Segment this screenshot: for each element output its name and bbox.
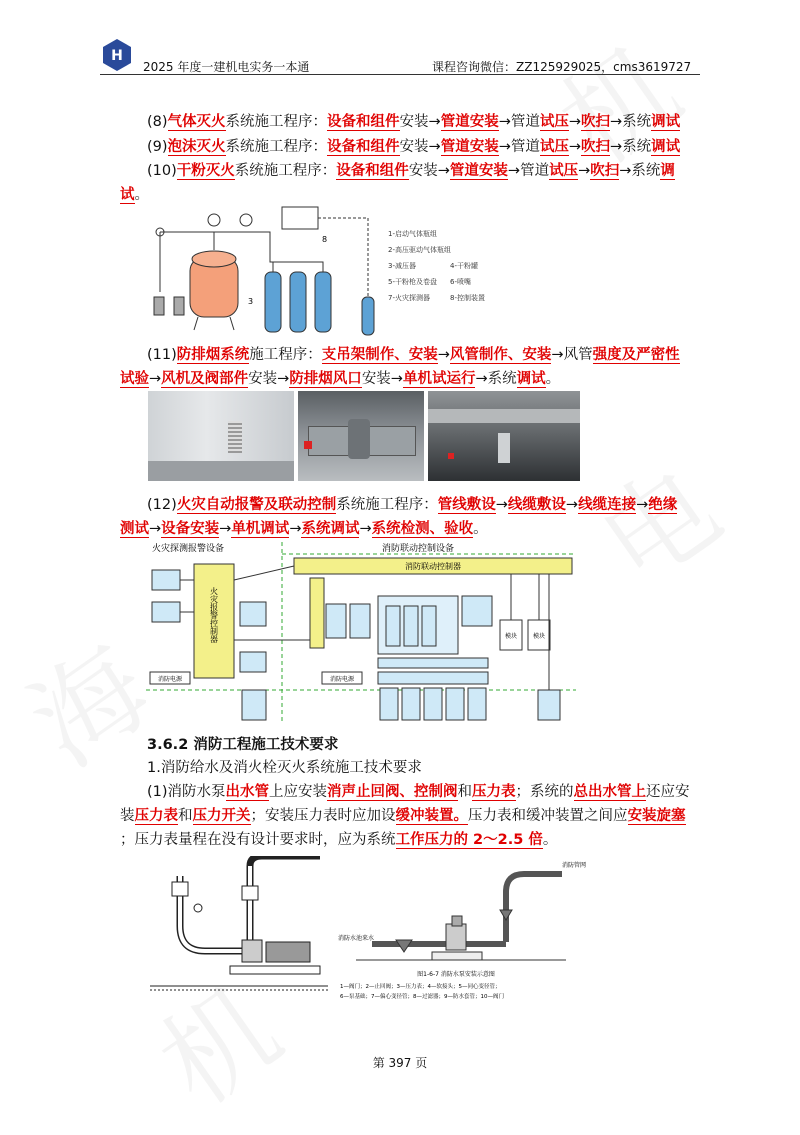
paragraph-8: (8)气体灭火系统施工程序：设备和组件安装→管道安装→管道试压→吹扫→系统调试: [147, 114, 681, 130]
paragraph-12-cont: 测试→设备安装→单机调试→系统调试→系统检测、验收。: [120, 521, 488, 537]
paragraph-s1: (1)消防水泵出水管上应安装消声止回阀、控制阀和压力表；系统的总出水管上还应安: [147, 784, 690, 800]
paragraph-12: (12)火灾自动报警及联动控制系统施工程序：管线敷设→线缆敷设→线缆连接→绝缘: [147, 497, 678, 513]
diagram-module: 模块: [504, 633, 518, 640]
svg-text:8: 8: [322, 235, 328, 244]
outlet-label: 消防管网: [562, 862, 587, 869]
svg-text:H: H: [111, 48, 123, 64]
diagram-left-title: 火灾探测报警设备: [152, 544, 225, 554]
watermark: [565, 423, 746, 616]
legend-item: 1-启动气体瓶组: [388, 230, 437, 238]
legend-item: 7-火灾探测器: [388, 294, 430, 302]
paragraph-11: (11)防排烟系统施工程序：支吊架制作、安装→风管制作、安装→风管强度及严密性: [147, 347, 680, 363]
section-title: 3.6.2 消防工程施工技术要求: [147, 737, 339, 753]
paragraph-10-cont: 试。: [120, 187, 149, 203]
pump-installation-schematic: [336, 852, 592, 1020]
fig2-legend-line: 6—泵基础；7—偏心变径管；8—过滤器；9—防水套管；10—阀门: [340, 994, 504, 1000]
paragraph-10: (10)干粉灭火系统施工程序：设备和组件安装→管道安装→管道试压→吹扫→系统调: [147, 163, 675, 179]
page-number: 第 397 页: [372, 1056, 428, 1070]
header-divider: [100, 74, 700, 75]
inlet-label: 消防水池来水: [338, 935, 375, 942]
paragraph-9: (9)泡沫灭火系统施工程序：设备和组件安装→管道安装→管道试压→吹扫→系统调试: [147, 139, 681, 155]
photo-fan-duct: [298, 391, 424, 481]
legend-item: 8-控制装置: [450, 294, 485, 302]
legend-item: 6-喷嘴: [450, 278, 471, 286]
diagram-module: 模块: [532, 633, 546, 640]
photo-garage-duct: [428, 391, 580, 481]
legend-item: 3-减压器: [388, 262, 416, 270]
fire-alarm-linkage-diagram: [146, 540, 576, 724]
paragraph-s1-cont: 装压力表和压力开关；安装压力表时应加设缓冲装置。压力表和缓冲装置之间应安装旋塞: [120, 808, 686, 824]
diagram-right-title: 消防联动控制设备: [382, 544, 455, 554]
diagram-power-left: 消防电源: [157, 676, 183, 683]
header-title: 2025 年度一建机电实务一本通: [143, 60, 310, 74]
fig2-caption: 图1-6-7 消防水泵安装示意图: [417, 971, 495, 978]
paragraph-s1-cont2: ；压力表量程在没有设计要求时，应为系统工作压力的 2～2.5 倍。: [120, 832, 558, 848]
legend-item: 2-高压驱动气体瓶组: [388, 246, 451, 254]
dry-powder-system-figure: [150, 202, 650, 340]
diagram-power-mid: 消防电源: [329, 676, 355, 683]
diagram-center: 消防联动控制器: [405, 562, 461, 571]
section-subtitle: 1.消防给水及消火栓灭火系统施工技术要求: [147, 760, 422, 776]
pump-installation-drawing: [150, 856, 328, 1020]
legend-item: 5-干粉枪及卷盘: [388, 278, 437, 286]
photo-smoke-vent: [148, 391, 294, 481]
paragraph-11-cont: 试验→风机及阀部件安装→防排烟风口安装→单机试运行→系统调试。: [120, 371, 561, 387]
logo: [100, 38, 134, 72]
legend-item: 4-干粉罐: [450, 262, 478, 270]
fig2-legend-line: 1—阀门；2—止回阀；3—压力表；4—软接头；5—同心变径管；: [340, 984, 501, 990]
diagram-controller: 火灾报警控制器: [209, 587, 219, 643]
svg-text:3: 3: [248, 297, 254, 306]
header-contact: 课程咨询微信：ZZ125929025，cms3619727: [432, 60, 692, 74]
